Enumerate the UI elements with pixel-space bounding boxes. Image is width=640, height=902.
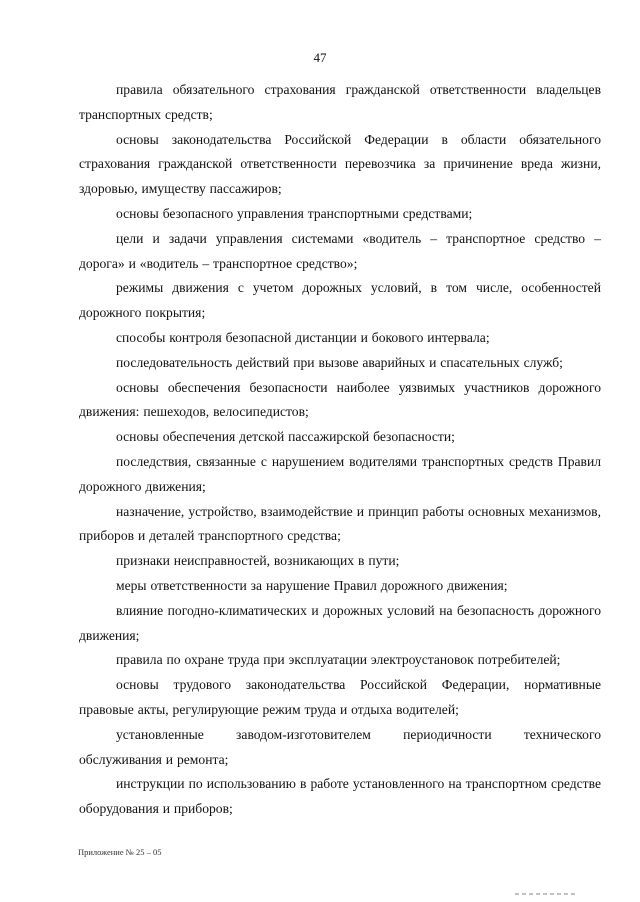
paragraph: правила по охране труда при эксплуатации электроустановок потребителей; <box>116 652 561 668</box>
paragraph: основы обеспечения безопасности наиболее уязвимых участников дорожного движения: пешеходов, велосипедистов; <box>79 379 601 420</box>
paragraph: цели и задачи управления системами «водитель – транспортное средство – дорога» и «водитель – транспортное средство»; <box>79 230 601 271</box>
paragraph: последствия, связанные с нарушением водителями транспортных средств Правил дорожного движения; <box>79 453 601 494</box>
paragraph: способы контроля безопасной дистанции и бокового интервала; <box>116 329 490 345</box>
body-text <box>79 78 601 822</box>
paragraph: последовательность действий при вызове аварийных и спасательных служб; <box>116 354 563 370</box>
paragraph: основы законодательства Российской Федерации в области обязательного страхования гражданской ответственности перевозчика за причинение вреда жизни, здоровью, имуществу пассажиров; <box>79 131 601 197</box>
paragraph: назначение, устройство, взаимодействие и принцип работы основных механизмов, приборов и деталей транспортного средства; <box>79 503 601 544</box>
paragraph: меры ответственности за нарушение Правил дорожного движения; <box>116 577 508 593</box>
paragraph: основы обеспечения детской пассажирской безопасности; <box>116 429 455 445</box>
paragraph: влияние погодно-климатических и дорожных условий на безопасность дорожного движения; <box>79 602 601 643</box>
scan-artifact <box>515 893 575 895</box>
paragraph: основы трудового законодательства Российской Федерации, нормативные правовые акты, регулирующие режим труда и отдыха водителей; <box>79 677 601 717</box>
paragraph: инструкции по использованию в работе установленного на транспортном средстве оборудования и приборов; <box>79 776 601 817</box>
paragraph: правила обязательного страхования гражданской ответственности владельцев транспортных средств; <box>79 82 601 122</box>
paragraph: режимы движения с учетом дорожных условий, в том числе, особенностей дорожного покрытия; <box>79 280 601 321</box>
paragraph: признаки неисправностей, возникающих в пути; <box>116 553 400 569</box>
paragraph: основы безопасного управления транспортными средствами; <box>116 205 473 221</box>
footer-note: Приложение № 25 – 05 <box>78 847 162 857</box>
page-number: 47 <box>313 50 327 65</box>
paragraph: установленные заводом-изготовителем периодичности технического обслуживания и ремонта; <box>79 726 601 767</box>
